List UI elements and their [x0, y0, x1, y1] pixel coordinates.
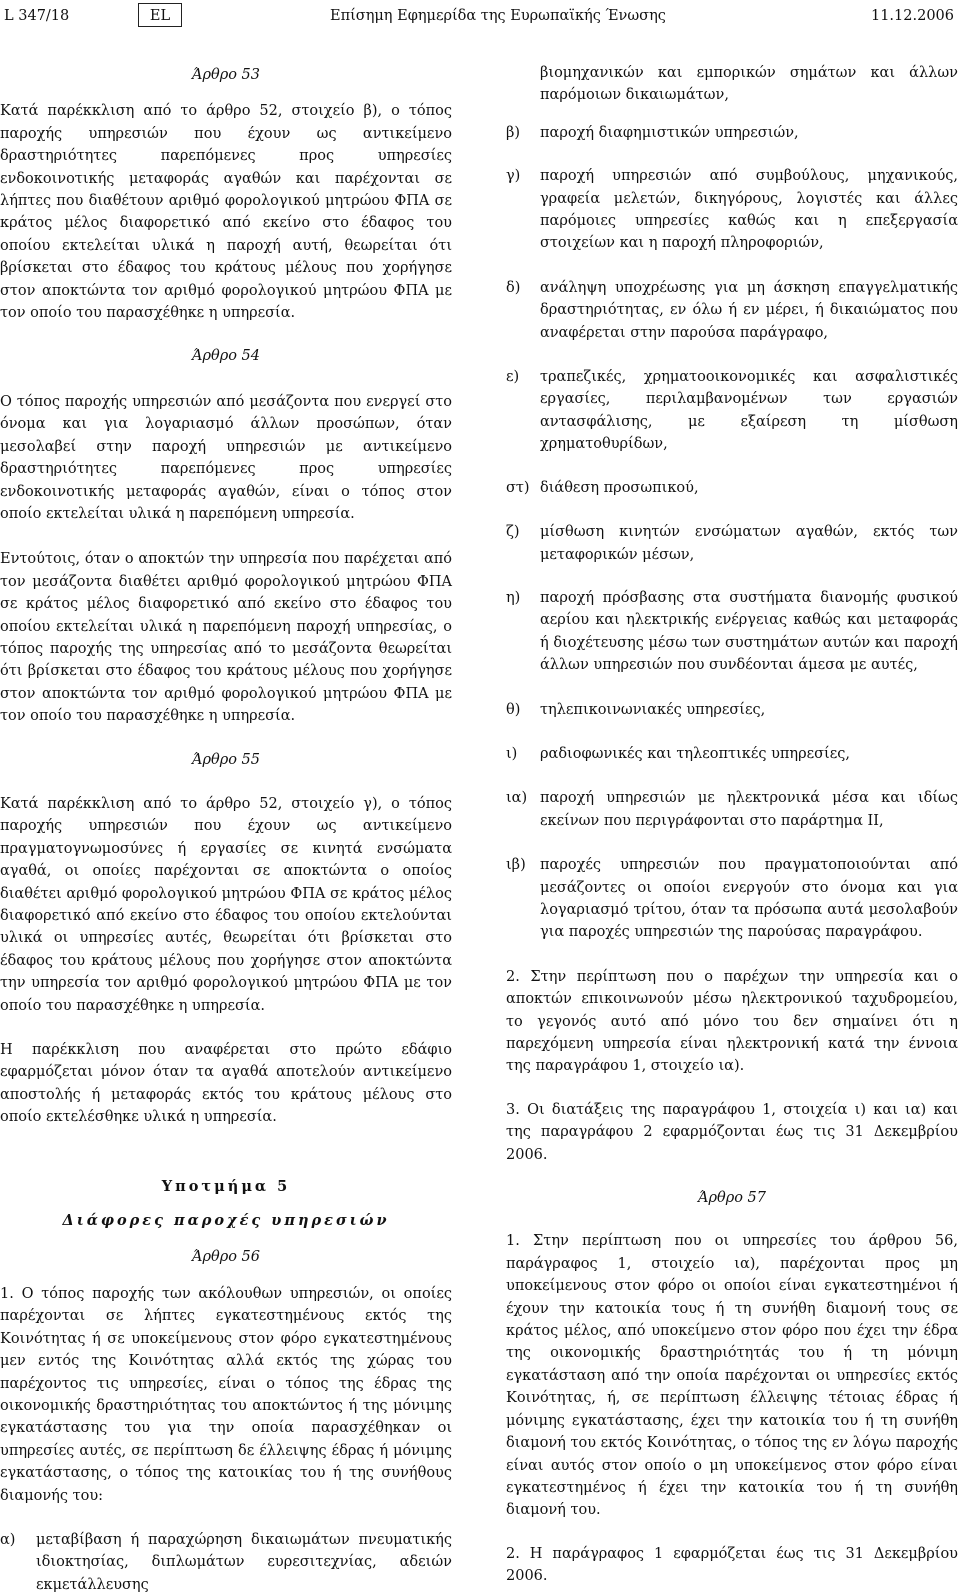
list-item-label: η) — [506, 589, 521, 606]
article-56-paragraph-3: 3. Οι διατάξεις της παραγράφου 1, στοιχεία ι) και ια) και της παραγράφου 2 εφαρμόζονται έως τις 31 Δεκεμβρίου 2006. — [506, 1101, 958, 1163]
article-57-title: Άρθρο 57 — [697, 1190, 767, 1207]
list-item-continuation — [506, 62, 958, 107]
list-item-text: τραπεζικές, χρηματοοικονομικές και ασφαλιστικές εργασίες, περιλαμβανομένων των εργασιών αντασφάλισης, με εξαίρεση τη μίσθωση χρηματοθυρίδων, — [540, 369, 958, 453]
article-53-text: Κατά παρέκκλιση από το άρθρο 52, στοιχείο β), ο τόπος παροχής υπηρεσιών που έχουν ως αντικείμενο δραστηριότητες παρεπόμενες προς υπηρεσίες ενδοκοινοτικής μεταφοράς αγαθών και παρέχονται σε λήπτες που διαθέτουν αριθμό φορολογικού μητρώου ΦΠΑ σε κράτος μέλος διαφορετικό από εκείνο στο έδαφος του οποίου εκτελείται υλικά η παροχή αυτή, θεωρείται ότι βρίσκεται στο έδαφος του κράτους μέλους που χορήγησε στον αποκτώντα τον αριθμό φορολογικού μητρώου ΦΠΑ με τον οποίο του παρασχέθηκε η υπηρεσία. — [0, 103, 452, 322]
article-55-title: Άρθρο 55 — [191, 751, 261, 768]
article-55-paragraph-2: Η παρέκκλιση που αναφέρεται στο πρώτο εδάφιο εφαρμόζεται μόνον όταν τα αγαθά αποτελούν αντικείμενο αποστολής ή μεταφοράς εκτός του κράτους μέλους στο οποίο εκτελέσθηκε υλικά η υπηρεσία. — [0, 1042, 452, 1126]
list-item-text: παροχή διαφημιστικών υπηρεσιών, — [540, 124, 799, 141]
list-item-text: μεταβίβαση ή παραχώρηση δικαιωμάτων πνευματικής ιδιοκτησίας, διπλωμάτων ευρεσιτεχνίας, αδειών εκμετάλλευσης — [36, 1531, 452, 1593]
article-54-paragraph-1: Ο τόπος παροχής υπηρεσιών από μεσάζοντα που ενεργεί στο όνομα και για λογαριασμό άλλων προσώπων, όταν μεσολαβεί στην παροχή υπηρεσιών με αντικείμενο δραστηριότητες παρεπόμενες προς υπηρεσίες ενδοκοινοτικής μεταφοράς αγαθών, είναι ο τόπος στον οποίο εκτελείται υλικά η παρεπόμενη υπηρεσία. — [0, 393, 452, 522]
list-item — [506, 122, 958, 144]
list-item-label: α) — [0, 1531, 16, 1548]
list-item-label: ια) — [506, 790, 528, 807]
article-56-title: Άρθρο 56 — [191, 1249, 261, 1266]
article-57-paragraph-1: 1. Στην περίπτωση που οι υπηρεσίες του άρθρου 56, παράγραφος 1, στοιχείο ια), παρέχονται προς μη υποκείμενους στον φόρο οι οποίοι είναι εγκατεστημένοι ή έχουν την κατοικία τους ή τη συνήθη διαμονή τους σε κράτος μέλος, από υποκείμενο στον φόρο που έχει την έδρα της οικονομικής δραστηριότητάς του ή τη μόνιμη εγκατάσταση από την οποία παρέχονται οι υπηρεσίες εκτός Κοινότητας, ή, σε περίπτωση έλλειψης τέτοιας έδρας ή μόνιμης εγκατάστασης, έχει την κατοικία του ή τη συνήθη διαμονή του εκτός Κοινότητας, ο τόπος της εν λόγω παροχής είναι αυτός στον οποίο ο μη υποκείμενος στον φόρο είναι εγκατεστημένος ή έχει την κατοικία του ή τη συνήθη διαμονή του. — [506, 1233, 958, 1519]
article-54-paragraph-2: Εντούτοις, όταν ο αποκτών την υπηρεσία που παρέχεται από τον μεσάζοντα διαθέτει αριθμό φορολογικού μητρώου ΦΠΑ σε κράτος μέλος διαφορετικό από εκείνο στο έδαφος του οποίου εκτελείται υλικά η παρεπόμενη παροχή υπηρεσίας, ο τόπος παροχής της υπηρεσίας από το μεσάζοντα θεωρείται ότι βρίσκεται στο έδαφος του κράτους μέλους που χορήγησε στον αποκτώντα τον αριθμό φορολογικού μητρώου ΦΠΑ με τον οποίο του παρασχέθηκε η υπηρεσία. — [0, 551, 452, 725]
page-header — [0, 0, 960, 32]
article-56-paragraph-2: 2. Στην περίπτωση που ο παρέχων την υπηρεσία και ο αποκτών επικοινωνούν μέσω ηλεκτρονικού ταχυδρομείου, το γεγονός αυτό από μόνο του δεν σημαίνει ότι η παρεχόμενη υπηρεσία είναι ηλεκτρονική κατά την έννοια της παραγράφου 1, στοιχείο ια). — [506, 968, 958, 1075]
article-53-title: Άρθρο 53 — [191, 67, 261, 83]
language-badge: EL — [138, 3, 182, 27]
list-item — [506, 277, 958, 344]
list-item — [506, 521, 958, 566]
list-item-text: ραδιοφωνικές και τηλεοπτικές υπηρεσίες, — [540, 745, 850, 762]
journal-title: Επίσημη Εφημερίδα της Ευρωπαϊκής Ένωσης — [330, 8, 666, 24]
article-56-paragraph-1: 1. Ο τόπος παροχής των ακόλουθων υπηρεσιών, οι οποίες παρέχονται σε λήπτες εγκατεστημένους εκτός της Κοινότητας ή σε υποκείμενους στον φόρο εγκατεστημένους μεν εντός της Κοινότητας αλλά εκτός της χώρας του παρέχοντος τις υπηρεσίες, είναι ο τόπος της έδρας της οικονομικής δραστηριότητας του αποκτώντος ή της μόνιμης εγκατάστασης του για την οποία παρασχέθηκαν οι υπηρεσίες αυτές, σε περίπτωση δε έλλειψης έδρας ή μόνιμης εγκατάστασης, ο τόπος της κατοικίας του ή της συνήθους διαμονής του: — [0, 1285, 452, 1504]
list-item-label: ζ) — [506, 524, 520, 541]
subsection-heading: Υποτμήμα 5 — [161, 1177, 291, 1195]
list-item-label: θ) — [506, 701, 521, 718]
list-item — [506, 787, 958, 832]
list-item — [0, 1529, 452, 1596]
list-item — [506, 854, 958, 944]
list-item — [506, 366, 958, 456]
list-item-text: παροχή υπηρεσιών από συμβούλους, μηχανικούς, γραφεία μελετών, δικηγόρους, λογιστές και άλλες παρόμοιες υπηρεσίες καθώς και η επεξεργασία στοιχείων και η παροχή πληροφοριών, — [540, 168, 958, 252]
list-item — [506, 477, 958, 499]
list-item — [506, 699, 958, 721]
list-item-label: γ) — [506, 168, 521, 185]
list-item-label: στ) — [506, 479, 530, 496]
left-column — [0, 62, 452, 1596]
list-item-label: ε) — [506, 369, 520, 386]
list-item-text: τηλεπικοινωνιακές υπηρεσίες, — [540, 701, 766, 718]
list-item-text: ανάληψη υποχρέωσης για μη άσκηση επαγγελματικής δραστηριότητας, εν όλω ή εν μέρει, ή δικαιώματος που αναφέρεται στην παρούσα παράγραφο, — [540, 279, 958, 341]
list-item — [506, 165, 958, 255]
article-57-paragraph-2: 2. Η παράγραφος 1 εφαρμόζεται έως τις 31 Δεκεμβρίου 2006. — [506, 1545, 958, 1585]
list-item — [506, 587, 958, 677]
list-item-text: παροχές υπηρεσιών που πραγματοποιούνται από μεσάζοντες οι οποίοι ενεργούν στο όνομα και για λογαριασμό τρίτου, όταν τα πρόσωπα αυτά μεσολαβούν για παροχές υπηρεσιών της παρούσας παραγράφου. — [540, 857, 958, 941]
page-number: L 347/18 — [4, 8, 70, 24]
list-item-label: β) — [506, 124, 521, 141]
list-item-text: διάθεση προσωπικού, — [540, 479, 699, 496]
list-item-text: παροχή πρόσβασης στα συστήματα διανομής φυσικού αερίου και ηλεκτρικής ενέργειας καθώς και μεταφοράς ή διοχέτευσης μέσω των συστημάτων αυτών και παροχή άλλων υπηρεσιών που συνδέονται άμεσα με αυτές, — [540, 589, 958, 674]
list-item-label: ιβ) — [506, 857, 526, 874]
list-item-label: ι) — [506, 745, 518, 762]
list-item-label: δ) — [506, 279, 521, 296]
continuation-text: βιομηχανικών και εμπορικών σημάτων και άλλων παρόμοιων δικαιωμάτων, — [540, 65, 958, 104]
list-item-text: μίσθωση κινητών ενσώματων αγαθών, εκτός των μεταφορικών μέσων, — [540, 524, 958, 563]
article-55-paragraph-1: Κατά παρέκκλιση από το άρθρο 52, στοιχείο γ), ο τόπος παροχής υπηρεσιών που έχουν ως αντικείμενο πραγματογνωμοσύνες ή εργασίες σε κινητά ενσώματα αγαθά, οι οποίες παρέχονται σε αποκτώντα ο οποίος διαθέτει αριθμό φορολογικού μητρώου ΦΠΑ σε κράτος μέλος διαφορετικό από εκείνο στο έδαφος του οποίου εκτελούνται υλικά οι υπηρεσίες αυτές, θεωρείται ότι βρίσκεται στο έδαφος του κράτους μέλους που χορήγησε στον αποκτώντα την υπηρεσία τον αριθμό φορολογικού μητρώου ΦΠΑ με τον οποίο του παρασχέθηκε η υπηρεσία. — [0, 795, 452, 1014]
list-item — [506, 743, 958, 765]
right-column — [506, 62, 958, 1588]
subsection-title: Διάφορες παροχές υπηρεσιών — [62, 1212, 390, 1230]
issue-date: 11.12.2006 — [870, 8, 954, 24]
article-54-title: Άρθρο 54 — [191, 348, 261, 365]
list-item-text: παροχή υπηρεσιών με ηλεκτρονικά μέσα και ιδίως εκείνων που περιγράφονται στο παράρτημα II, — [540, 790, 958, 829]
